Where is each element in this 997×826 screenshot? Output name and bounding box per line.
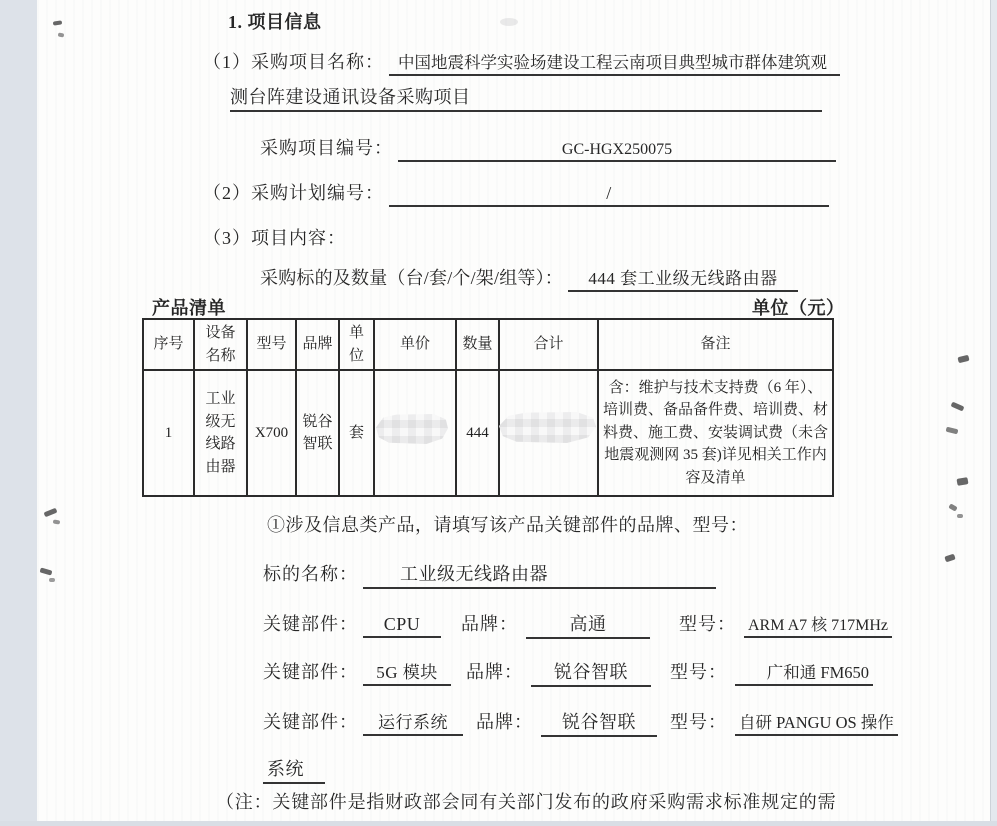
field-project-name — [203, 48, 840, 76]
key-part-value: 运行系统 — [363, 708, 463, 736]
key-part-row-cpu — [263, 610, 892, 639]
model-value: 广和通 FM650 — [735, 659, 873, 686]
scan-edge-left — [0, 0, 38, 826]
col-header-seq: 序号 — [143, 319, 194, 370]
col-header-qty: 数量 — [456, 319, 499, 370]
quantity-value: 444 套工业级无线路由器 — [568, 264, 798, 292]
field-quantity — [260, 264, 798, 292]
redaction-blur-unit-price — [376, 414, 448, 444]
key-part-row-5g — [263, 658, 873, 687]
key-part-value: 5G 模块 — [363, 658, 451, 686]
brand-value: 锐谷智联 — [531, 658, 651, 687]
unit-note: 单位（元） — [752, 298, 845, 318]
product-table — [142, 318, 834, 497]
scan-edge-right — [990, 0, 997, 826]
key-part-value: CPU — [363, 614, 441, 638]
project-name-value-line1: 中国地震科学实验场建设工程云南项目典型城市群体建筑观 — [389, 49, 840, 76]
key-part-label: 关键部件： — [263, 614, 358, 634]
cell-seq: 1 — [143, 370, 194, 496]
model-label: 型号： — [670, 712, 727, 732]
col-header-brand: 品牌 — [296, 319, 339, 370]
cell-brand: 锐谷智联 — [296, 370, 339, 496]
cell-qty: 444 — [456, 370, 499, 496]
key-part-row-os-wrap — [263, 755, 325, 784]
scan-artifact — [53, 520, 60, 525]
scan-artifact — [500, 18, 518, 26]
brand-label: 品牌： — [461, 614, 518, 634]
project-name-value-line2: 测台阵建设通讯设备采购项目 — [230, 83, 822, 112]
col-header-remark: 备注 — [598, 319, 833, 370]
project-number-label: 采购项目编号： — [260, 138, 393, 158]
key-part-row-os — [263, 708, 898, 737]
brand-value: 高通 — [526, 610, 650, 639]
brand-value: 锐谷智联 — [541, 708, 657, 737]
project-number-value: GC-HGX250075 — [398, 141, 836, 162]
table-header-row — [143, 319, 833, 370]
model-value: 自研 PANGU OS 操作 — [735, 709, 898, 736]
field-project-number — [260, 134, 836, 162]
cell-unit: 套 — [339, 370, 374, 496]
project-content-label: （3）项目内容： — [203, 228, 346, 248]
col-header-unit: 单位 — [339, 319, 374, 370]
cell-model: X700 — [247, 370, 296, 496]
key-part-label: 关键部件： — [263, 712, 358, 732]
table-row — [143, 370, 833, 496]
project-name-label: （1）采购项目名称： — [203, 52, 384, 72]
field-subject-name — [263, 560, 716, 589]
scan-artifact — [957, 514, 963, 518]
model-value: ARM A7 核 717MHz — [744, 612, 892, 638]
scan-artifact — [49, 578, 55, 582]
subject-name-label: 标的名称： — [263, 564, 358, 584]
product-list-title: 产品清单 — [152, 298, 226, 318]
section-title: 1. 项目信息 — [228, 12, 322, 32]
key-parts-intro: ①涉及信息类产品，请填写该产品关键部件的品牌、型号： — [267, 515, 748, 535]
plan-number-value: / — [389, 183, 829, 207]
footnote: （注：关键部件是指财政部会同有关部门发布的政府采购需求标准规定的需 — [216, 792, 837, 812]
plan-number-label: （2）采购计划编号： — [203, 183, 384, 203]
field-project-content — [203, 224, 346, 250]
brand-label: 品牌： — [476, 712, 533, 732]
quantity-label: 采购标的及数量（台/套/个/架/组等）： — [260, 268, 564, 288]
col-header-device-name: 设备名称 — [194, 319, 247, 370]
model-label: 型号： — [679, 614, 736, 634]
col-header-unit-price: 单价 — [374, 319, 456, 370]
col-header-model: 型号 — [247, 319, 296, 370]
brand-label: 品牌： — [466, 662, 523, 682]
key-part-label: 关键部件： — [263, 662, 358, 682]
col-header-total: 合计 — [499, 319, 598, 370]
scan-edge-bottom — [0, 821, 997, 826]
redaction-blur-total — [499, 412, 596, 443]
field-plan-number — [203, 179, 829, 207]
cell-device-name: 工业级无线路由器 — [194, 370, 247, 496]
model-label: 型号： — [670, 662, 727, 682]
model-value-wrap: 系统 — [263, 755, 325, 784]
field-project-name-wrap — [230, 83, 822, 112]
cell-remark: 含：维护与技术支持费（6 年）、培训费、备品备件费、培训费、材料费、施工费、安装调试费（未含地震观测网 35 套)详见相关工作内容及清单 — [598, 370, 833, 496]
subject-name-value: 工业级无线路由器 — [363, 560, 716, 589]
